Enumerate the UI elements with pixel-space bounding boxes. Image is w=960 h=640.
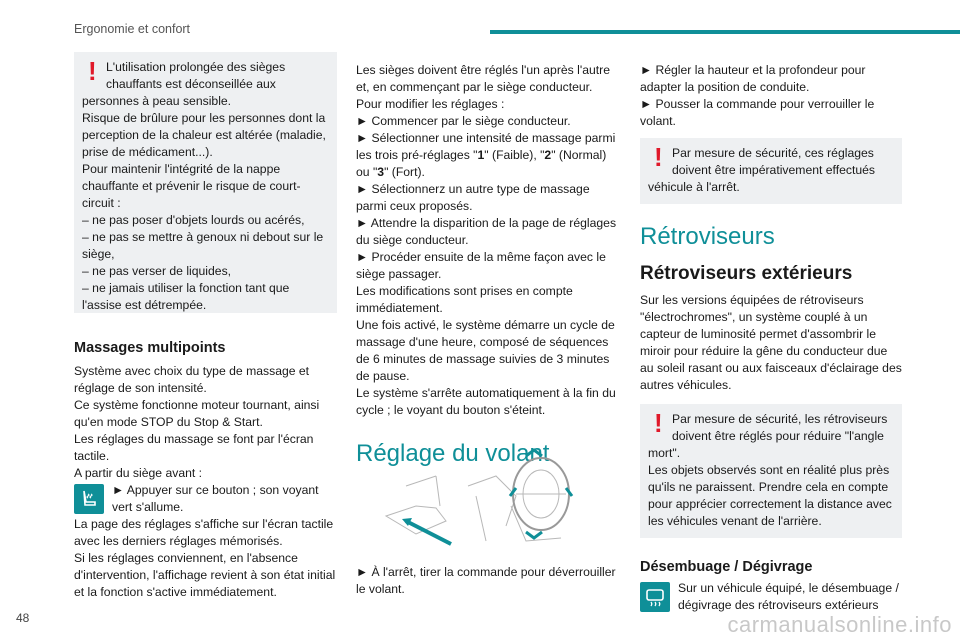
paragraph: Les modifications sont prises en compte immédiatement. bbox=[356, 284, 573, 315]
paragraph: Si les réglages conviennent, en l'absence d'intervention, l'affichage revient à son état initial et la fonction s'active immédiatement. bbox=[74, 551, 336, 599]
warning-box-mirrors bbox=[640, 404, 902, 538]
column-2 bbox=[356, 62, 621, 469]
icon-instruction-text: Sur un véhicule équipé, le désembuage / dégivrage des rétroviseurs extérieurs bbox=[678, 581, 899, 612]
watermark: carmanualsonline.info bbox=[727, 612, 952, 637]
paragraph: Les sièges doivent être réglés l'un après l'autre et, en commençant par le siège conducteur. bbox=[356, 63, 610, 94]
warning-text: Par mesure de sécurité, les rétroviseurs doivent être réglés pour réduire "l'angle bbox=[672, 412, 888, 443]
paragraph: Ce système fonctionne moteur tournant, ainsi qu'en mode STOP du Stop & Start. bbox=[74, 398, 320, 429]
step: ► Sélectionnerz un autre type de massage parmi ceux proposés. bbox=[356, 182, 590, 213]
step: ► Procéder ensuite de la même façon avec le siège passager. bbox=[356, 250, 606, 281]
warning-line: – ne pas se mettre à genoux ni debout sur le siège, bbox=[82, 230, 324, 261]
warning-box-heated-seats bbox=[74, 52, 337, 313]
step: ► Attendre la disparition de la page de réglages du siège conducteur. bbox=[356, 216, 617, 247]
warning-line: – ne jamais utiliser la fonction tant que l'assise est détrempée. bbox=[82, 281, 290, 312]
warning-icon: ! bbox=[654, 142, 663, 172]
paragraph: Les réglages du massage se font par l'écran tactile. bbox=[74, 432, 314, 463]
warning-line: – ne pas verser de liquides, bbox=[82, 264, 232, 278]
heading-retroviseurs: Rétroviseurs bbox=[640, 223, 775, 250]
warning-box-steering bbox=[640, 138, 902, 204]
massage-seat-icon bbox=[74, 484, 104, 514]
paragraph: Pour modifier les réglages : bbox=[356, 97, 505, 111]
warning-line: – ne pas poser d'objets lourds ou acérés, bbox=[82, 213, 305, 227]
paragraph: Le système s'arrête automatiquement à la fin du cycle ; le voyant du bouton s'éteint. bbox=[356, 386, 616, 417]
step: ► Pousser la commande pour verrouiller le volant. bbox=[640, 97, 875, 128]
step-presets: ► Sélectionner une intensité de massage parmi les trois pré-réglages "1" (Faible), "2" (Normal) ou "3" (Fort). bbox=[356, 131, 616, 179]
paragraph: A partir du siège avant : bbox=[74, 466, 203, 480]
warning-icon: ! bbox=[88, 56, 97, 86]
step: ► Régler la hauteur et la profondeur pour adapter la position de conduite. bbox=[640, 63, 866, 94]
step: ► Commencer par le siège conducteur. bbox=[356, 114, 571, 128]
warning-icon: ! bbox=[654, 408, 663, 438]
heading-reglage-volant: Réglage du volant bbox=[356, 440, 550, 467]
column-3 bbox=[640, 62, 902, 614]
paragraph: Sur les versions équipées de rétroviseurs "électrochromes", un système couplé à un capteur de luminosité permet d'assombrir le miroir pour réduire la gêne du conducteur due au soleil rasant ou aux faisceaux d'éclairage des autres véhicules. bbox=[640, 293, 902, 392]
section-title: Ergonomie et confort bbox=[74, 22, 191, 36]
warning-text: véhicule à l'arrêt. bbox=[648, 180, 740, 194]
icon-instruction-text: ► Appuyer sur ce bouton ; son voyant vert s'allume. bbox=[112, 483, 319, 514]
warning-line: Risque de brûlure pour les personnes dont la perception de la chaleur est altérée (maladie, prise de médicament...). bbox=[82, 111, 326, 159]
paragraph: La page des réglages s'affiche sur l'écran tactile avec les derniers réglages mémorisés. bbox=[74, 517, 334, 548]
warning-first-line: L'utilisation prolongée des sièges chauffants est déconseillée aux bbox=[106, 60, 286, 91]
paragraph: Système avec choix du type de massage et réglage de son intensité. bbox=[74, 364, 310, 395]
icon-instruction bbox=[74, 482, 337, 516]
icon-instruction bbox=[640, 580, 902, 614]
header-accent-bar bbox=[490, 30, 960, 34]
caption: ► À l'arrêt, tirer la commande pour déverrouiller le volant. bbox=[356, 565, 616, 596]
warning-line: Pour maintenir l'intégrité de la nappe chauffante et prévenir le risque de court-circuit : bbox=[82, 162, 301, 210]
page-number: 48 bbox=[16, 611, 30, 625]
heading-desembuage: Désembuage / Dégivrage bbox=[640, 559, 813, 575]
warning-line: personnes à peau sensible. bbox=[82, 94, 232, 108]
heading-massages: Massages multipoints bbox=[74, 340, 226, 356]
paragraph: Une fois activé, le système démarre un cycle de massage d'une heure, composé de séquences de 6 minutes de massage suivies de 3 minutes de pause. bbox=[356, 318, 615, 383]
warning-text: Par mesure de sécurité, ces réglages doivent être impérativement effectués bbox=[672, 146, 876, 177]
heading-retroviseurs-exterieurs: Rétroviseurs extérieurs bbox=[640, 263, 853, 284]
mirror-defrost-icon bbox=[640, 582, 670, 612]
warning-text: mort". bbox=[648, 446, 681, 460]
steering-wheel-illustration bbox=[376, 446, 606, 556]
warning-text: Les objets observés sont en réalité plus près qu'ils ne paraissent. Prendre cela en compte pour apprécier correctement la distance avec les véhicules venant de l'arrière. bbox=[648, 463, 892, 528]
column-1 bbox=[74, 52, 337, 601]
steering-caption bbox=[356, 564, 621, 598]
